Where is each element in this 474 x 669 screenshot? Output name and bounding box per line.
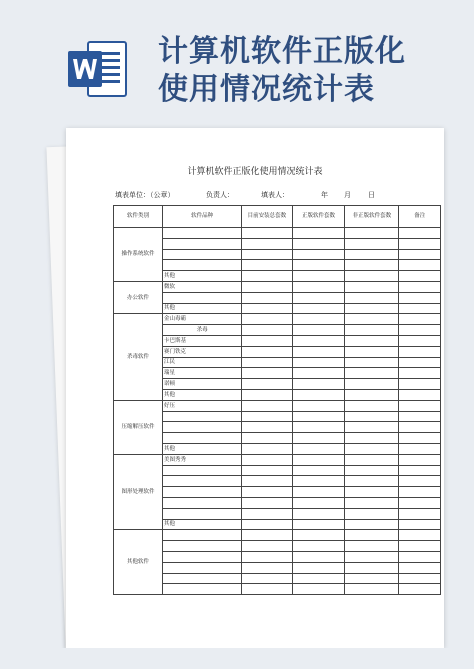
unlicensed-cell: [345, 303, 399, 314]
product-cell: [163, 476, 242, 487]
table-row: [114, 325, 441, 336]
installed-cell: [242, 541, 292, 552]
meta-month: 月: [344, 191, 351, 199]
remarks-cell: [399, 368, 441, 379]
licensed-cell: [292, 228, 345, 239]
unlicensed-cell: [345, 422, 399, 433]
product-cell: 其他: [163, 271, 242, 282]
table-row: [114, 433, 441, 444]
remarks-cell: [399, 411, 441, 422]
licensed-cell: [292, 497, 345, 508]
banner-title-line1: 计算机软件正版化: [158, 34, 406, 69]
product-cell: 赛门铁克: [163, 346, 242, 357]
product-cell: 瑞星: [163, 368, 242, 379]
product-cell: 诺顿: [163, 379, 242, 390]
table-row: [114, 357, 441, 368]
product-cell: [163, 433, 242, 444]
category-cell: 其他软件: [114, 530, 163, 595]
remarks-cell: [399, 487, 441, 498]
remarks-cell: [399, 497, 441, 508]
remarks-cell: [399, 508, 441, 519]
unlicensed-cell: [345, 281, 399, 292]
installed-cell: [242, 551, 292, 562]
product-cell: 微软: [163, 281, 242, 292]
unlicensed-cell: [345, 271, 399, 282]
remarks-cell: [399, 292, 441, 303]
licensed-cell: [292, 465, 345, 476]
table-header-row: [114, 206, 441, 228]
installed-cell: [242, 443, 292, 454]
unlicensed-cell: [345, 238, 399, 249]
installed-cell: [242, 573, 292, 584]
remarks-cell: [399, 357, 441, 368]
product-cell: 杀毒: [163, 325, 242, 336]
table-row: [114, 303, 441, 314]
table-row: [114, 238, 441, 249]
header-licensed: 正版软件套数: [292, 206, 345, 228]
licensed-cell: [292, 238, 345, 249]
licensed-cell: [292, 487, 345, 498]
product-cell: 其他: [163, 303, 242, 314]
installed-cell: [242, 368, 292, 379]
bottom-strip: [0, 648, 474, 669]
installed-cell: [242, 422, 292, 433]
document-page: [66, 128, 444, 648]
header-category: 软件类别: [114, 206, 163, 228]
remarks-cell: [399, 530, 441, 541]
remarks-cell: [399, 314, 441, 325]
licensed-cell: [292, 443, 345, 454]
usage-table: [113, 205, 441, 595]
banner-title-line2: 使用情况统计表: [158, 72, 375, 107]
installed-cell: [242, 389, 292, 400]
remarks-cell: [399, 281, 441, 292]
product-cell: 其他: [163, 443, 242, 454]
installed-cell: [242, 411, 292, 422]
unlicensed-cell: [345, 379, 399, 390]
licensed-cell: [292, 389, 345, 400]
remarks-cell: [399, 443, 441, 454]
meta-day: 日: [368, 191, 375, 199]
unlicensed-cell: [345, 562, 399, 573]
table-row: [114, 346, 441, 357]
table-row: [114, 508, 441, 519]
product-cell: 好压: [163, 400, 242, 411]
remarks-cell: [399, 422, 441, 433]
product-cell: [163, 530, 242, 541]
table-row: [114, 497, 441, 508]
licensed-cell: [292, 260, 345, 271]
product-cell: 其他: [163, 519, 242, 530]
unlicensed-cell: [345, 497, 399, 508]
remarks-cell: [399, 465, 441, 476]
header-product: 软件品种: [163, 206, 242, 228]
licensed-cell: [292, 508, 345, 519]
product-cell: [163, 260, 242, 271]
table-row: [114, 411, 441, 422]
installed-cell: [242, 335, 292, 346]
table-row: [114, 530, 441, 541]
licensed-cell: [292, 400, 345, 411]
document-title: 计算机软件正版化使用情况统计表: [187, 167, 323, 177]
product-cell: [163, 411, 242, 422]
unlicensed-cell: [345, 346, 399, 357]
installed-cell: [242, 238, 292, 249]
table-row: [114, 551, 441, 562]
remarks-cell: [399, 389, 441, 400]
installed-cell: [242, 346, 292, 357]
table-row: [114, 368, 441, 379]
table-row: [114, 454, 441, 465]
table-row: [114, 541, 441, 552]
header-unlicensed: 非正版软件套数: [345, 206, 399, 228]
table-row: [114, 335, 441, 346]
product-cell: [163, 465, 242, 476]
licensed-cell: [292, 519, 345, 530]
remarks-cell: [399, 325, 441, 336]
unlicensed-cell: [345, 411, 399, 422]
table-row: [114, 314, 441, 325]
table-row: [114, 476, 441, 487]
licensed-cell: [292, 422, 345, 433]
product-cell: [163, 584, 242, 595]
table-row: [114, 260, 441, 271]
installed-cell: [242, 476, 292, 487]
installed-cell: [242, 508, 292, 519]
unlicensed-cell: [345, 368, 399, 379]
table-row: [114, 584, 441, 595]
table-row: [114, 465, 441, 476]
product-cell: [163, 228, 242, 239]
installed-cell: [242, 530, 292, 541]
remarks-cell: [399, 271, 441, 282]
product-cell: [163, 292, 242, 303]
licensed-cell: [292, 530, 345, 541]
installed-cell: [242, 303, 292, 314]
licensed-cell: [292, 433, 345, 444]
product-cell: [163, 562, 242, 573]
product-cell: [163, 541, 242, 552]
remarks-cell: [399, 551, 441, 562]
product-cell: 卡巴斯基: [163, 335, 242, 346]
unlicensed-cell: [345, 519, 399, 530]
product-cell: 江民: [163, 357, 242, 368]
unlicensed-cell: [345, 584, 399, 595]
remarks-cell: [399, 379, 441, 390]
remarks-cell: [399, 433, 441, 444]
licensed-cell: [292, 357, 345, 368]
category-cell: 图形处理软件: [114, 454, 163, 530]
remarks-cell: [399, 573, 441, 584]
installed-cell: [242, 314, 292, 325]
category-cell: 办公软件: [114, 281, 163, 313]
installed-cell: [242, 584, 292, 595]
licensed-cell: [292, 551, 345, 562]
remarks-cell: [399, 346, 441, 357]
product-cell: [163, 573, 242, 584]
licensed-cell: [292, 584, 345, 595]
licensed-cell: [292, 379, 345, 390]
installed-cell: [242, 433, 292, 444]
table-row: [114, 271, 441, 282]
unlicensed-cell: [345, 433, 399, 444]
installed-cell: [242, 497, 292, 508]
table-row: [114, 400, 441, 411]
installed-cell: [242, 379, 292, 390]
installed-cell: [242, 325, 292, 336]
table-row: [114, 422, 441, 433]
meta-owner: 负责人：: [206, 191, 234, 199]
meta-row: [66, 190, 444, 202]
unlicensed-cell: [345, 454, 399, 465]
licensed-cell: [292, 476, 345, 487]
product-cell: 金山毒霸: [163, 314, 242, 325]
unlicensed-cell: [345, 476, 399, 487]
remarks-cell: [399, 400, 441, 411]
licensed-cell: [292, 281, 345, 292]
installed-cell: [242, 228, 292, 239]
table-row: [114, 292, 441, 303]
licensed-cell: [292, 562, 345, 573]
product-cell: [163, 487, 242, 498]
unlicensed-cell: [345, 325, 399, 336]
unlicensed-cell: [345, 228, 399, 239]
table-row: [114, 443, 441, 454]
remarks-cell: [399, 249, 441, 260]
installed-cell: [242, 260, 292, 271]
remarks-cell: [399, 584, 441, 595]
remarks-cell: [399, 260, 441, 271]
unlicensed-cell: [345, 573, 399, 584]
licensed-cell: [292, 454, 345, 465]
remarks-cell: [399, 335, 441, 346]
installed-cell: [242, 292, 292, 303]
table-row: [114, 389, 441, 400]
remarks-cell: [399, 238, 441, 249]
installed-cell: [242, 281, 292, 292]
product-cell: 其他: [163, 389, 242, 400]
header-remarks: 备注: [399, 206, 441, 228]
unlicensed-cell: [345, 249, 399, 260]
unlicensed-cell: [345, 389, 399, 400]
product-cell: [163, 497, 242, 508]
remarks-cell: [399, 541, 441, 552]
remarks-cell: [399, 519, 441, 530]
installed-cell: [242, 400, 292, 411]
unlicensed-cell: [345, 465, 399, 476]
unlicensed-cell: [345, 530, 399, 541]
table-row: [114, 249, 441, 260]
product-cell: [163, 238, 242, 249]
category-cell: 压缩解压软件: [114, 400, 163, 454]
licensed-cell: [292, 325, 345, 336]
remarks-cell: [399, 303, 441, 314]
word-icon: [66, 38, 128, 100]
licensed-cell: [292, 573, 345, 584]
table-body: [114, 228, 441, 595]
product-cell: [163, 508, 242, 519]
remarks-cell: [399, 454, 441, 465]
unlicensed-cell: [345, 551, 399, 562]
unlicensed-cell: [345, 508, 399, 519]
remarks-cell: [399, 228, 441, 239]
table-row: [114, 228, 441, 239]
installed-cell: [242, 357, 292, 368]
banner: [0, 0, 474, 125]
licensed-cell: [292, 541, 345, 552]
unlicensed-cell: [345, 260, 399, 271]
licensed-cell: [292, 292, 345, 303]
table-row: [114, 519, 441, 530]
licensed-cell: [292, 335, 345, 346]
licensed-cell: [292, 411, 345, 422]
licensed-cell: [292, 271, 345, 282]
product-cell: [163, 422, 242, 433]
installed-cell: [242, 271, 292, 282]
remarks-cell: [399, 562, 441, 573]
table-row: [114, 487, 441, 498]
header-installed: 目前安装总套数: [242, 206, 292, 228]
product-cell: 美图秀秀: [163, 454, 242, 465]
installed-cell: [242, 519, 292, 530]
remarks-cell: [399, 476, 441, 487]
product-cell: [163, 551, 242, 562]
unlicensed-cell: [345, 357, 399, 368]
unlicensed-cell: [345, 400, 399, 411]
category-cell: 杀毒软件: [114, 314, 163, 400]
product-cell: [163, 249, 242, 260]
licensed-cell: [292, 314, 345, 325]
installed-cell: [242, 249, 292, 260]
licensed-cell: [292, 303, 345, 314]
unlicensed-cell: [345, 335, 399, 346]
licensed-cell: [292, 346, 345, 357]
meta-year: 年: [321, 191, 328, 199]
installed-cell: [242, 487, 292, 498]
table-row: [114, 562, 441, 573]
meta-unit: 填表单位：（公章）: [115, 191, 175, 199]
table-row: [114, 573, 441, 584]
unlicensed-cell: [345, 541, 399, 552]
unlicensed-cell: [345, 443, 399, 454]
licensed-cell: [292, 249, 345, 260]
unlicensed-cell: [345, 314, 399, 325]
licensed-cell: [292, 368, 345, 379]
installed-cell: [242, 562, 292, 573]
installed-cell: [242, 454, 292, 465]
meta-filler: 填表人：: [261, 191, 289, 199]
table-row: [114, 379, 441, 390]
unlicensed-cell: [345, 487, 399, 498]
installed-cell: [242, 465, 292, 476]
table-row: [114, 281, 441, 292]
unlicensed-cell: [345, 292, 399, 303]
category-cell: 操作系统软件: [114, 228, 163, 282]
